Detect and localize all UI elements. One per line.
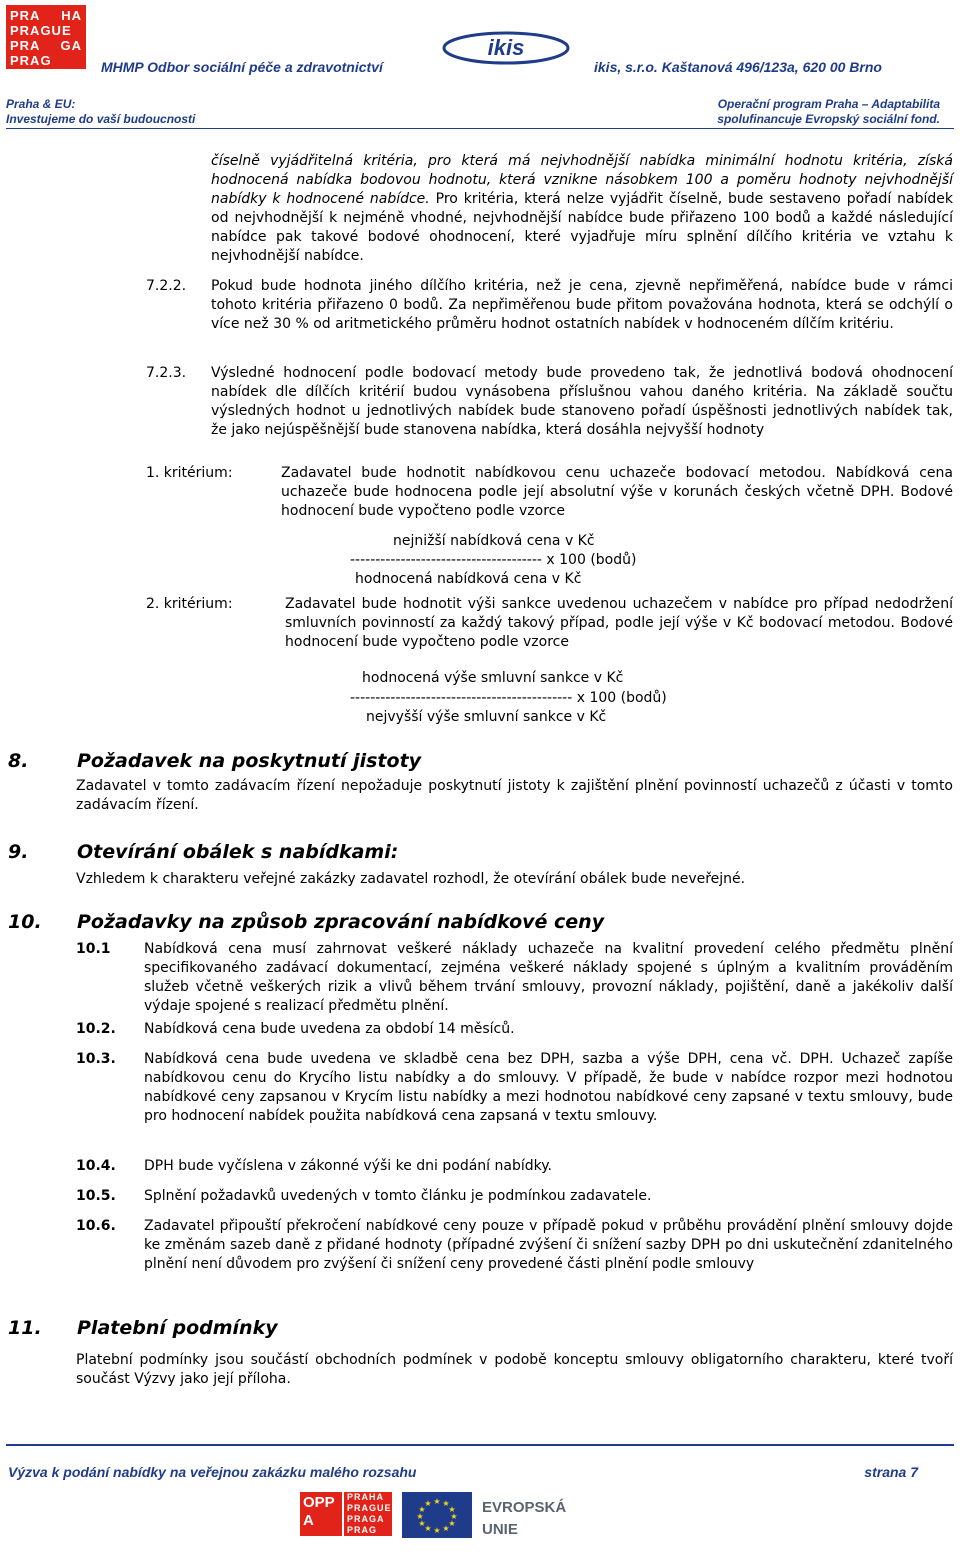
svg-text:★: ★ (433, 1497, 441, 1506)
svg-text:★: ★ (442, 1524, 450, 1533)
section-8-heading: 8. Požadavek na poskytnutí jistoty (8, 750, 422, 772)
section-9-heading: 9. Otevírání obálek s nabídkami: (8, 841, 399, 863)
svg-text:ikis: ikis (487, 35, 525, 60)
header-company: ikis, s.r.o. Kaštanová 496/123a, 620 00 Brno (594, 59, 882, 75)
item-10-3-number: 10.3. (76, 1051, 116, 1067)
criteria-paragraph: číselně vyjádřitelná kritéria, pro která má nejvhodnější nabídka minimální hodnotu kritéria, získá hodnocená nabídka bodovou hodnotu, která vznikne násobkem 100 a poměru hodnoty nejvhodnější nabídky k hodnocené nabídce. Pro kritéria, která nelze vyjádřit číselně, bude sestaveno pořadí nabídek od nejvhodnější k nejméně vhodné, nejvhodnější nabídce bude přiřazeno 100 bodů a každé následující nabídce pak takové bodové ohodnocení, které vyjadřuje míru splnění dílčího kritéria ve vztahu k nejvhodnější nabídce. (211, 153, 953, 264)
praha-logo-footer: PRAHA PRAGUE PRAGA PRAG (344, 1492, 392, 1536)
eu-label: EVROPSKÁ UNIE (482, 1499, 567, 1538)
svg-text:★: ★ (442, 1499, 450, 1508)
item-10-2-text: Nabídková cena bude uvedena za období 14 měsíců. (144, 1021, 515, 1037)
item-10-4-number: 10.4. (76, 1158, 116, 1174)
svg-text:★: ★ (418, 1505, 426, 1514)
section-10-heading: 10. Požadavky na způsob zpracování nabídkové ceny (8, 911, 605, 933)
item-10-2-number: 10.2. (76, 1021, 116, 1037)
formula-2-divider: -------------------------------------------- x 100 (bodů) (350, 690, 667, 706)
header-org: MHMP Odbor sociální péče a zdravotnictví (101, 59, 383, 75)
formula-2-numerator: hodnocená výše smluvní sankce v Kč (362, 670, 624, 686)
criterion-1-text: Zadavatel bude hodnotit nabídkovou cenu uchazeče bodovací metodou. Nabídková cena uchazeče bude hodnocena podle její absolutní výše v korunách českých včetně DPH. Bodové hodnocení bude vypočteno podle vzorce (281, 465, 953, 519)
formula-1-numerator: nejnižší nabídková cena v Kč (393, 533, 595, 549)
criterion-2-text: Zadavatel bude hodnotit výši sankce uvedenou uchazečem v nabídce pro případ nedodržení smluvních povinností za každý takový případ, podle její výše v Kč bodovací metodou. Bodové hodnocení bude vypočteno podle vzorce (285, 596, 953, 650)
footer-divider (6, 1444, 954, 1446)
section-7-2-2-number: 7.2.2. (146, 278, 187, 294)
item-10-6-number: 10.6. (76, 1218, 116, 1234)
section-9-text: Vzhledem k charakteru veřejné zakázky zadavatel rozhodl, že otevírání obálek bude neveřejné. (76, 871, 746, 887)
page-number: strana 7 (864, 1464, 918, 1480)
section-7-2-3-number: 7.2.3. (146, 365, 187, 381)
svg-text:★: ★ (448, 1505, 456, 1514)
item-10-6-text: Zadavatel připouští překročení nabídkové ceny pouze v případě pokud v průběhu provádění plnění smlouvy dojde ke změnám sazeb daně z přidané hodnoty (případné zvýšení či snížení sazby DPH po dni uskutečnění zdanitelného plnění není důvodem pro zvýšení či snížení ceny provedené části plnění podle smlouvy (144, 1218, 953, 1272)
item-10-4-text: DPH bude vyčíslena v zákonné výši ke dni podání nabídky. (144, 1158, 552, 1174)
section-8-text: Zadavatel v tomto zadávacím řízení nepožaduje poskytnutí jistoty k zajištění plnění povinností uchazečů z účasti v tomto zadávacím řízení. (76, 778, 953, 813)
section-11-text: Platební podmínky jsou součástí obchodních podmínek v podobě konceptu smlouvy obligatorního charakteru, které tvoří součást Výzvy jako její příloha. (76, 1352, 953, 1387)
criterion-2-label: 2. kritérium: (146, 596, 233, 612)
section-7-2-3-text: Výsledné hodnocení podle bodovací metody bude provedeno tak, že jednotlivá bodová ohodnocení nabídek dle dílčích kritérií budou vynásobena příslušnou vahou daného kritéria. Na základě součtu výsledných hodnot u jednotlivých nabídek bude stanoveno pořadí úspěšnosti jednotlivých nabídek tak, že jako nejúspěšnější bude stanovena nabídka, která dosáhla nejvyšší hodnoty (211, 365, 954, 438)
section-11-heading: 11. Platební podmínky (8, 1317, 278, 1339)
header-right: Operační program Praha – Adaptabilita spolufinancuje Evropský sociální fond. (717, 97, 940, 126)
formula-2-denominator: nejvyšší výše smluvní sankce v Kč (366, 709, 607, 725)
item-10-5-number: 10.5. (76, 1188, 116, 1204)
formula-1-divider: -------------------------------------- x 100 (bodů) (350, 552, 637, 568)
item-10-1-number: 10.1 (76, 941, 111, 957)
svg-text:★: ★ (424, 1524, 432, 1533)
criterion-1-label: 1. kritérium: (146, 465, 233, 481)
formula-1-denominator: hodnocená nabídková cena v Kč (355, 571, 582, 587)
item-10-3-text: Nabídková cena bude uvedena ve skladbě cena bez DPH, sazba a výše DPH, cena vč. DPH. Uchazeč zapíše nabídkovou cenu do Krycího listu nabídky a do smlouvy. V případě, že bude v nabídce rozpor mezi hodnotou nabídkové ceny zapsanou v Krycím listu nabídky a mezi hodnotou nabídkové ceny zapsané v textu smlouvy, bude pro hodnocení nabídek použita nabídková cena zapsaná v textu smlouvy. (144, 1051, 953, 1124)
ikis-logo (440, 28, 572, 68)
item-10-5-text: Splnění požadavků uvedených v tomto článku je podmínkou zadavatele. (144, 1188, 652, 1204)
svg-text:★: ★ (433, 1526, 441, 1535)
svg-text:★: ★ (424, 1499, 432, 1508)
svg-text:★: ★ (448, 1519, 456, 1528)
footer-title: Výzva k podání nabídky na veřejnou zakázku malého rozsahu (8, 1464, 417, 1480)
praha-logo: PRA HA PRAGUE PRA GA PRAG (6, 5, 86, 69)
item-10-1-text: Nabídková cena musí zahrnovat veškeré náklady uchazeče na kvalitní provedení celého předmětu plnění specifikovaného zadávací dokumentací, zejména veškeré náklady spojené s úplným a kvalitním prováděním služeb včetně veškerých rizik a vlivů během trvání smlouvy, provozní náklady, pojištění, daně a jakékoliv další výdaje spojené s realizací předmětu plnění. (144, 941, 953, 1014)
section-7-2-2-text: Pokud bude hodnota jiného dílčího kritéria, než je cena, zjevně nepřiměřená, nabídce bude v rámci tohoto kritéria přiřazeno 0 bodů. Za nepřiměřenou bude přitom považována hodnota, která se odchýlí o více než 30 % od aritmetického průměru hodnot ostatních nabídek v hodnoceném dílčím kritériu. (211, 278, 954, 332)
svg-text:★: ★ (416, 1512, 424, 1521)
eu-flag-icon (402, 1492, 472, 1538)
opp-logo: OPP A (300, 1492, 342, 1536)
header-divider (6, 128, 954, 129)
svg-text:★: ★ (450, 1512, 458, 1521)
svg-text:★: ★ (418, 1519, 426, 1528)
header-left: Praha & EU: Investujeme do vaší budoucnosti (6, 97, 196, 126)
